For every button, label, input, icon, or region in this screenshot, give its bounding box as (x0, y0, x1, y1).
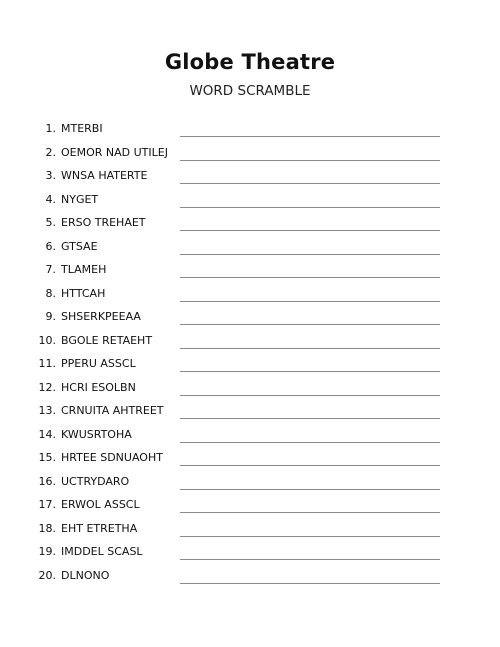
scramble-list (0, 117, 500, 587)
item-number: 7. (45, 263, 56, 276)
scrambled-word: IMDDEL SCASL (61, 545, 143, 558)
answer-line[interactable] (180, 559, 440, 560)
scrambled-word: PPERU ASSCL (61, 357, 136, 370)
list-item (0, 446, 500, 470)
answer-line[interactable] (180, 536, 440, 537)
list-item (0, 258, 500, 282)
answer-line[interactable] (180, 348, 440, 349)
scrambled-word: BGOLE RETAEHT (61, 333, 153, 347)
scrambled-word: OEMOR NAD UTILEJ (61, 145, 168, 159)
item-number: 18. (38, 521, 56, 535)
answer-line[interactable] (180, 254, 440, 255)
item-number: 11. (38, 357, 56, 370)
answer-line[interactable] (180, 465, 440, 466)
answer-line[interactable] (180, 301, 440, 302)
item-number: 12. (38, 380, 56, 394)
answer-line[interactable] (180, 395, 440, 396)
answer-line[interactable] (180, 371, 440, 372)
list-item (0, 164, 500, 188)
scrambled-word: HCRI ESOLBN (61, 380, 136, 394)
list-item (0, 235, 500, 259)
item-number: 17. (38, 498, 56, 511)
item-number: 1. (45, 122, 56, 135)
item-number: 5. (45, 216, 56, 229)
item-number: 10. (38, 333, 56, 347)
answer-line[interactable] (180, 136, 440, 137)
answer-line[interactable] (180, 512, 440, 513)
scrambled-word: SHSERKPEEAA (61, 310, 141, 323)
list-item (0, 517, 500, 541)
answer-line[interactable] (180, 207, 440, 208)
scrambled-word: UCTRYDARO (61, 474, 130, 488)
item-number: 3. (45, 169, 56, 182)
item-number: 20. (38, 568, 56, 582)
list-item (0, 211, 500, 235)
scrambled-word: EHT ETRETHA (61, 521, 138, 535)
list-item (0, 141, 500, 165)
list-item (0, 423, 500, 447)
item-number: 13. (38, 404, 56, 417)
item-number: 2. (45, 145, 56, 159)
list-item (0, 470, 500, 494)
page-title: Globe Theatre (164, 50, 336, 74)
list-item (0, 540, 500, 564)
item-number: 4. (45, 192, 56, 206)
item-number: 15. (38, 451, 56, 464)
list-item (0, 352, 500, 376)
scrambled-word: DLNONO (61, 568, 110, 582)
answer-line[interactable] (180, 277, 440, 278)
list-item (0, 282, 500, 306)
scrambled-word: WNSA HATERTE (61, 169, 148, 182)
scrambled-word: ERWOL ASSCL (61, 498, 140, 511)
answer-line[interactable] (180, 489, 440, 490)
scrambled-word: KWUSRTOHA (61, 427, 132, 441)
scrambled-word: ERSO TREHAET (61, 216, 146, 229)
answer-line[interactable] (180, 418, 440, 419)
item-number: 8. (45, 286, 56, 300)
scrambled-word: HTTCAH (61, 286, 106, 300)
answer-line[interactable] (180, 183, 440, 184)
scrambled-word: CRNUITA AHTREET (61, 404, 164, 417)
scrambled-word: HRTEE SDNUAOHT (61, 451, 163, 464)
item-number: 9. (45, 310, 56, 323)
answer-line[interactable] (180, 160, 440, 161)
list-item (0, 188, 500, 212)
page-subtitle: WORD SCRAMBLE (189, 83, 311, 99)
scrambled-word: NYGET (61, 192, 99, 206)
list-item (0, 376, 500, 400)
answer-line[interactable] (180, 442, 440, 443)
item-number: 16. (38, 474, 56, 488)
list-item (0, 399, 500, 423)
list-item (0, 329, 500, 353)
scrambled-word: TLAMEH (61, 263, 107, 276)
answer-line[interactable] (180, 583, 440, 584)
answer-line[interactable] (180, 324, 440, 325)
answer-line[interactable] (180, 230, 440, 231)
scrambled-word: GTSAE (61, 239, 98, 253)
scrambled-word: MTERBI (61, 122, 103, 135)
item-number: 19. (38, 545, 56, 558)
list-item (0, 493, 500, 517)
item-number: 6. (45, 239, 56, 253)
item-number: 14. (38, 427, 56, 441)
list-item (0, 305, 500, 329)
list-item (0, 564, 500, 588)
list-item (0, 117, 500, 141)
